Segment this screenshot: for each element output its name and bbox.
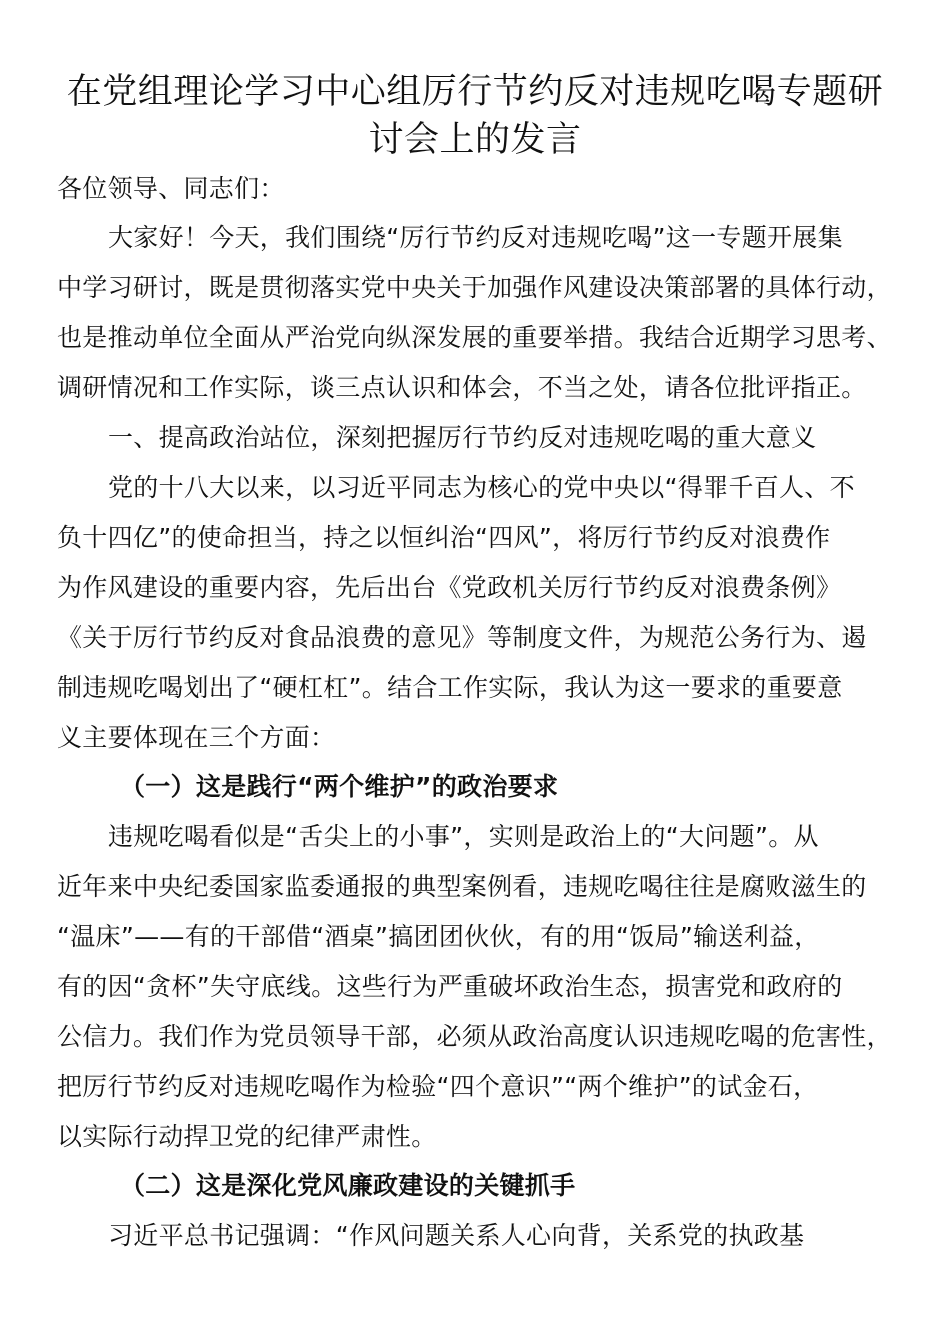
subsection-1-line: 近年来中央纪委国家监委通报的典型案例看，违规吃喝往往是腐败滋生的 (57, 872, 867, 901)
section-1-line: 《关于厉行节约反对食品浪费的意见》等制度文件，为规范公务行为、遏 (57, 623, 867, 652)
section-1-line: 负十四亿”的使命担当，持之以恒纠治“四风”，将厉行节约反对浪费作 (57, 523, 831, 552)
section-1-heading: 一、提高政治站位，深刻把握厉行节约反对违规吃喝的重大意义 (108, 423, 817, 452)
subsection-1-line: 公信力。我们作为党员领导干部，必须从政治高度认识违规吃喝的危害性， (57, 1022, 892, 1051)
document-title-line-2: 讨会上的发言 (368, 120, 582, 160)
intro-line: 中学习研讨，既是贯彻落实党中央关于加强作风建设决策部署的具体行动， (57, 273, 892, 302)
intro-line: 也是推动单位全面从严治党向纵深发展的重要举措。我结合近期学习思考、 (57, 323, 892, 352)
document-title-line-1: 在党组理论学习中心组厉行节约反对违规吃喝专题研 (66, 72, 884, 112)
subsection-2-heading: （二）这是深化党风廉政建设的关键抓手 (120, 1171, 576, 1200)
section-1-line: 制违规吃喝划出了“硬杠杠”。结合工作实际，我认为这一要求的重要意 (57, 673, 843, 702)
salutation: 各位领导、同志们： (57, 174, 285, 203)
subsection-2-line: 习近平总书记强调：“作风问题关系人心向背，关系党的执政基 (108, 1221, 805, 1250)
subsection-1-line: 把厉行节约反对违规吃喝作为检验“四个意识”“两个维护”的试金石， (57, 1072, 819, 1101)
intro-line: 大家好！今天，我们围绕“厉行节约反对违规吃喝”这一专题开展集 (108, 223, 843, 252)
subsection-1-line: 有的因“贪杯”失守底线。这些行为严重破坏政治生态，损害党和政府的 (57, 972, 843, 1001)
subsection-1-line: “温床”——有的干部借“酒桌”搞团团伙伙，有的用“饭局”输送利益， (57, 922, 820, 951)
subsection-1-heading: （一）这是践行“两个维护”的政治要求 (120, 772, 559, 801)
subsection-1-line: 以实际行动捍卫党的纪律严肃性。 (57, 1122, 437, 1151)
section-1-line: 为作风建设的重要内容，先后出台《党政机关厉行节约反对浪费条例》 (57, 573, 842, 602)
intro-line: 调研情况和工作实际，谈三点认识和体会，不当之处，请各位批评指正。 (57, 373, 867, 402)
section-1-line: 义主要体现在三个方面： (57, 723, 336, 752)
section-1-line: 党的十八大以来，以习近平同志为核心的党中央以“得罪千百人、不 (108, 473, 855, 502)
subsection-1-line: 违规吃喝看似是“舌尖上的小事”，实则是政治上的“大问题”。从 (108, 822, 819, 851)
